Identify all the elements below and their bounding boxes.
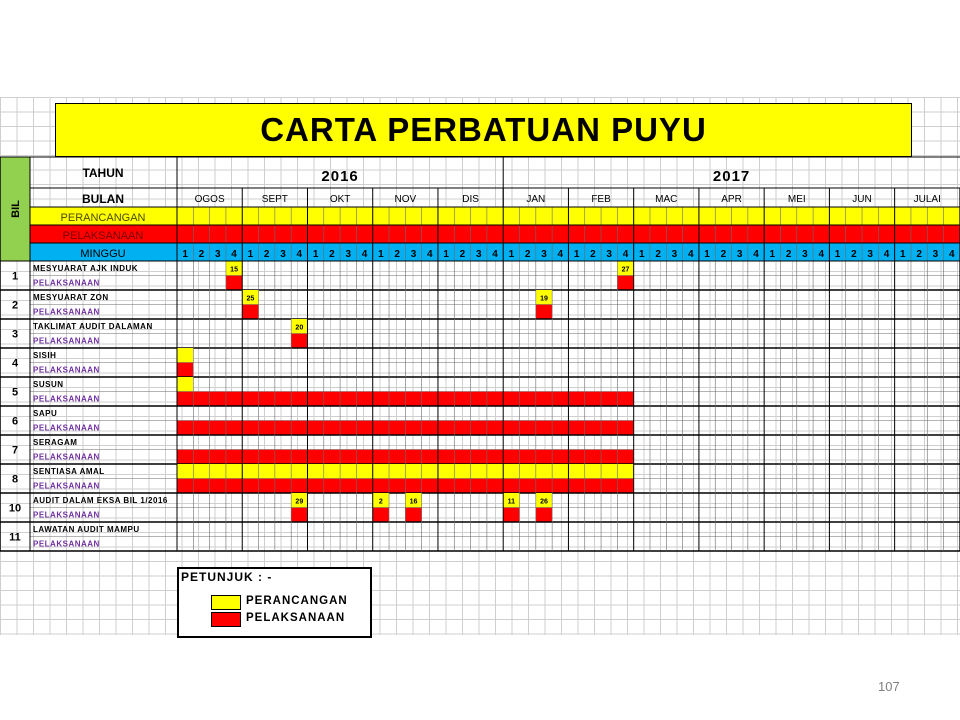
impl-cell [291, 334, 307, 349]
activity-impl-label: PELAKSANAAN [33, 423, 100, 433]
week-number: 1 [900, 249, 906, 260]
year-2017: 2017 [712, 168, 751, 185]
impl-cell [373, 508, 389, 523]
activity-name: SUSUN [33, 380, 64, 389]
week-number: 1 [769, 249, 776, 260]
week-number: 1 [247, 249, 254, 260]
week-number: 4 [427, 249, 433, 260]
week-number: 4 [753, 249, 759, 260]
week-number: 2 [590, 249, 596, 260]
perancangan-label: PERANCANGAN [60, 212, 146, 224]
week-number: 1 [443, 249, 449, 260]
week-number: 3 [736, 249, 743, 260]
impl-cell [405, 508, 421, 523]
month-label: MAC [655, 194, 678, 205]
plan-date-label: 26 [540, 498, 548, 506]
week-number: 2 [198, 249, 205, 260]
month-label: JUN [852, 194, 872, 205]
bil-number: 1 [11, 270, 19, 283]
week-number: 3 [606, 249, 612, 260]
activity-name: AUDIT DALAM EKSA BIL 1/2016 [33, 496, 168, 505]
impl-cell [503, 508, 519, 523]
impl-cell [536, 305, 552, 320]
week-number: 4 [687, 249, 694, 260]
legend-swatch-plan [211, 595, 241, 610]
week-number: 4 [818, 249, 825, 260]
week-number: 2 [459, 249, 466, 260]
bil-number: 8 [11, 473, 19, 486]
activity-impl-label: PELAKSANAAN [33, 394, 100, 404]
bil-header-label: BIL [10, 200, 22, 218]
week-number: 3 [475, 249, 482, 260]
month-label: JAN [526, 194, 546, 205]
plan-cell [177, 377, 193, 392]
activity-name: SISIH [33, 351, 57, 360]
week-number: 3 [345, 249, 352, 260]
impl-cell [617, 276, 633, 291]
activity-name: LAWATAN AUDIT MAMPU [33, 525, 140, 534]
bil-number: 3 [11, 328, 19, 341]
plan-date-label: 11 [507, 498, 516, 506]
activity-name: MESYUARAT AJK INDUK [33, 264, 139, 273]
week-number: 4 [622, 249, 629, 260]
week-number: 3 [214, 249, 221, 260]
page-number: 107 [878, 679, 900, 694]
week-number: 3 [932, 249, 939, 260]
plan-date-label: 20 [295, 324, 304, 332]
pelaksanaan-label: PELAKSANAAN [62, 230, 144, 242]
activity-impl-label: PELAKSANAAN [33, 539, 100, 549]
plan-date-label: 25 [246, 295, 255, 303]
week-number: 1 [639, 249, 645, 260]
bil-number: 6 [11, 415, 19, 428]
activity-impl-label: PELAKSANAAN [33, 481, 100, 491]
week-number: 2 [524, 249, 531, 260]
activity-impl-label: PELAKSANAAN [33, 307, 100, 317]
plan-date-label: 2 [378, 498, 383, 506]
week-number: 2 [263, 249, 270, 260]
week-number: 3 [541, 249, 547, 260]
month-label: JULAI [913, 194, 941, 205]
month-label: MEI [787, 194, 806, 205]
tahun-label: TAHUN [82, 166, 124, 180]
week-number: 1 [182, 249, 188, 260]
month-label: SEPT [261, 194, 288, 205]
impl-cell [291, 508, 307, 523]
plan-cell [177, 348, 193, 363]
bil-number: 5 [11, 386, 19, 399]
week-number: 3 [410, 249, 417, 260]
week-number: 1 [378, 249, 384, 260]
activity-impl-label: PELAKSANAAN [33, 452, 100, 462]
week-number: 2 [394, 249, 400, 260]
perancangan-band [30, 207, 960, 225]
year-2016: 2016 [321, 168, 359, 185]
bil-number: 4 [11, 357, 19, 370]
week-number: 1 [834, 249, 841, 260]
minggu-label: MINGGU [80, 248, 126, 260]
plan-date-label: 29 [295, 498, 304, 506]
legend-swatch-impl [211, 612, 241, 627]
activity-impl-label: PELAKSANAAN [33, 510, 100, 520]
plan-date-label: 27 [621, 266, 630, 274]
bil-number: 11 [9, 531, 21, 544]
month-label: OGOS [194, 194, 225, 205]
plan-date-label: 19 [540, 295, 548, 303]
week-number: 4 [557, 249, 564, 260]
bulan-label: BULAN [82, 192, 124, 206]
month-label: OKT [329, 194, 351, 205]
week-number: 3 [867, 249, 873, 260]
week-number: 4 [231, 249, 237, 260]
week-number: 4 [948, 249, 955, 260]
month-label: FEB [591, 194, 611, 205]
week-number: 4 [296, 249, 303, 260]
activity-name: MESYUARAT ZON [33, 293, 109, 302]
impl-cell [177, 363, 193, 378]
activity-name: SERAGAM [33, 438, 78, 447]
activity-name: TAKLIMAT AUDIT DALAMAN [33, 322, 153, 331]
bil-number: 7 [11, 444, 19, 457]
month-label: APR [721, 194, 742, 205]
week-number: 2 [851, 249, 857, 260]
activity-impl-label: PELAKSANAAN [33, 278, 100, 288]
activity-name: SAPU [33, 409, 58, 418]
month-label: NOV [394, 194, 417, 205]
week-number: 2 [785, 249, 792, 260]
chart-title: CARTA PERBATUAN PUYU [55, 103, 912, 157]
activity-impl-label: PELAKSANAAN [33, 365, 100, 375]
week-number: 1 [573, 249, 580, 260]
impl-cell [226, 276, 242, 291]
week-number: 2 [655, 249, 661, 260]
week-number: 2 [329, 249, 335, 260]
week-number: 3 [671, 249, 678, 260]
pelaksanaan-band [30, 225, 960, 243]
week-number: 3 [802, 249, 808, 260]
activity-impl-label: PELAKSANAAN [33, 336, 100, 346]
week-number: 2 [720, 249, 727, 260]
impl-cell [536, 508, 552, 523]
week-number: 1 [704, 249, 710, 260]
month-label: DIS [462, 194, 479, 205]
plan-date-label: 15 [230, 266, 238, 274]
legend [177, 567, 372, 638]
legend-label-impl: PELAKSANAAN [246, 612, 346, 624]
week-number: 1 [312, 249, 319, 260]
week-number: 3 [280, 249, 286, 260]
bil-number: 10 [8, 502, 22, 515]
legend-title: PETUNJUK : - [181, 570, 273, 584]
activity-name: SENTIASA AMAL [33, 467, 105, 476]
impl-cell [242, 305, 258, 320]
week-number: 1 [508, 249, 515, 260]
legend-label-plan: PERANCANGAN [246, 595, 348, 607]
plan-date-label: 16 [409, 498, 418, 506]
bil-number: 2 [11, 299, 19, 312]
week-number: 2 [916, 249, 922, 260]
week-number: 4 [492, 249, 498, 260]
week-number: 4 [361, 249, 368, 260]
week-number: 4 [883, 249, 890, 260]
